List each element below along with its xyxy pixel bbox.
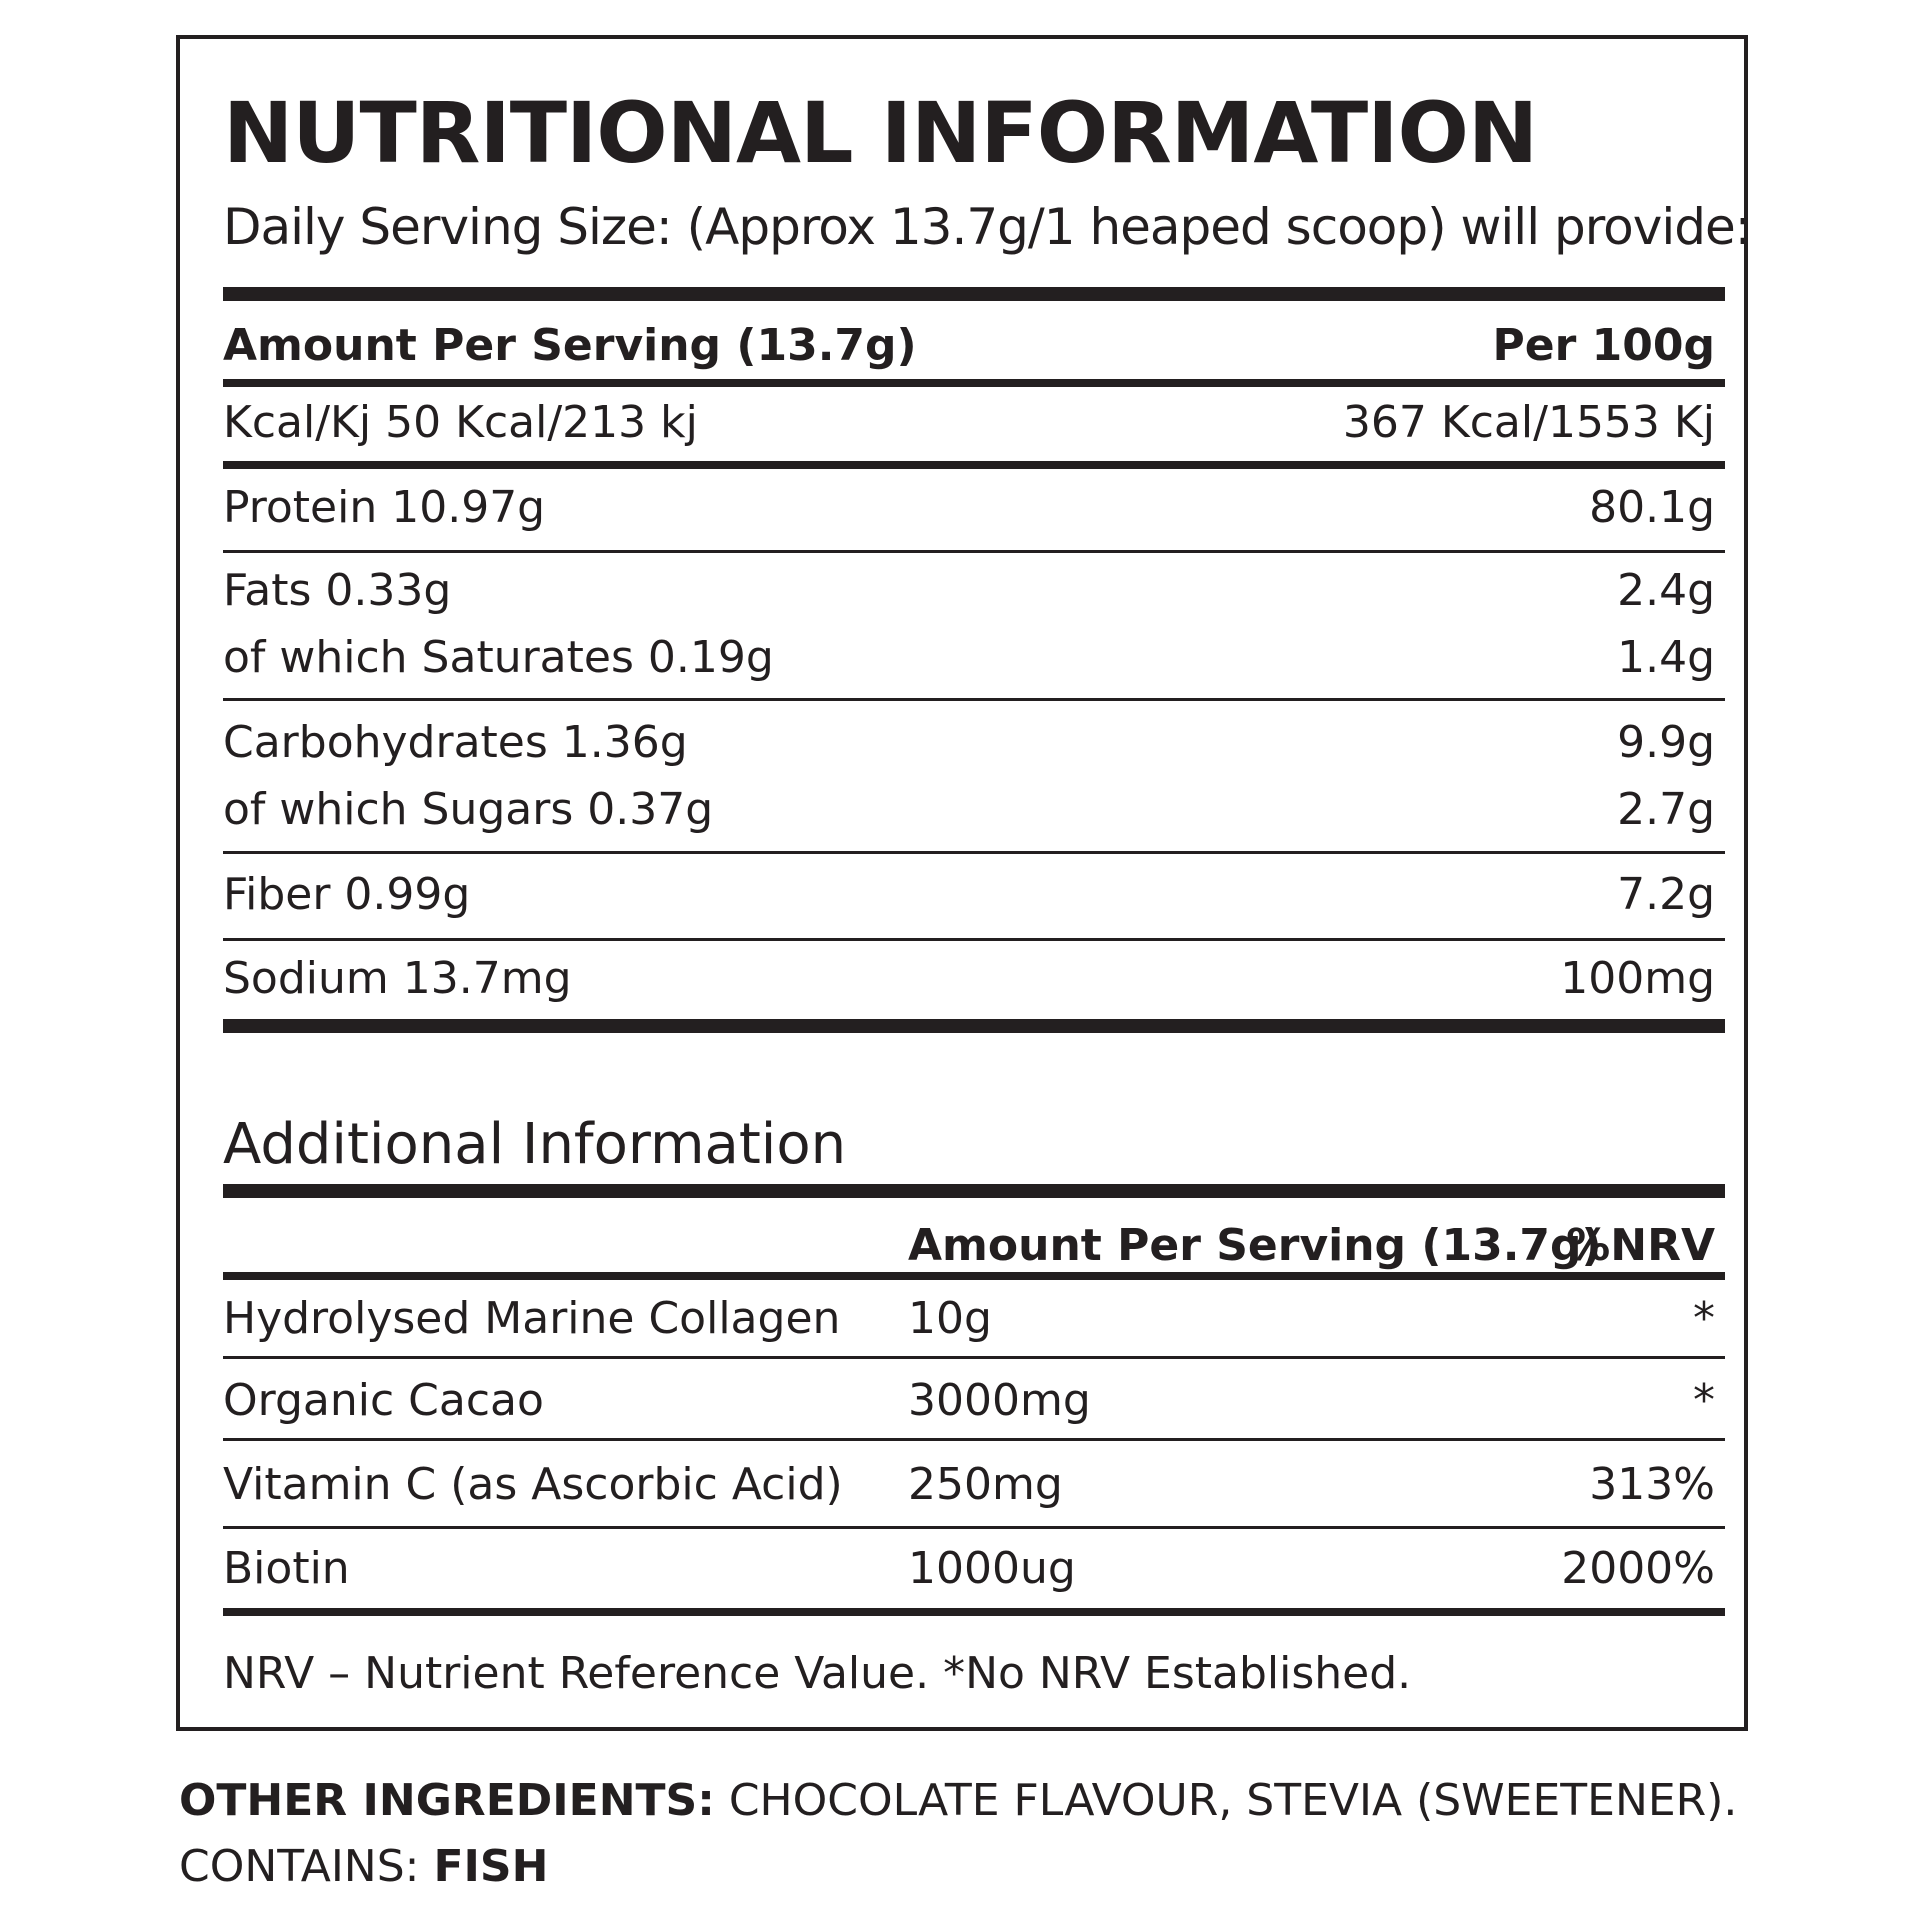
ingredient-name: Organic Cacao — [223, 1375, 544, 1426]
energy-per-100g: 367 Kcal/1553 Kj — [1342, 397, 1715, 448]
header-per-serving: Amount Per Serving (13.7g) — [223, 320, 917, 371]
ingredient-nrv: 313% — [1589, 1459, 1715, 1510]
nutrient-per-100g: 80.1g — [1589, 482, 1715, 533]
nutrient-label: Protein 10.97g — [223, 482, 546, 533]
ingredient-name: Hydrolysed Marine Collagen — [223, 1293, 841, 1344]
divider — [223, 851, 1725, 854]
nutrient-label: Carbohydrates 1.36g — [223, 717, 688, 768]
nutrient-per-100g: 2.7g — [1617, 784, 1715, 835]
nutrient-per-100g: 9.9g — [1617, 717, 1715, 768]
contains-label: CONTAINS: — [179, 1841, 434, 1892]
divider — [223, 379, 1725, 387]
header-nrv: %NRV — [1566, 1220, 1715, 1271]
divider — [223, 287, 1725, 301]
ingredient-name: Biotin — [223, 1543, 350, 1594]
ingredient-amount: 250mg — [908, 1459, 1063, 1510]
additional-info-title: Additional Information — [223, 1112, 847, 1177]
nutrient-label: Fats 0.33g — [223, 565, 452, 616]
nutrient-per-100g: 1.4g — [1617, 632, 1715, 683]
nrv-footnote: NRV – Nutrient Reference Value. *No NRV Established. — [223, 1648, 1412, 1699]
ingredients-statement — [179, 1768, 1737, 1900]
divider — [223, 1438, 1725, 1441]
ingredient-amount: 3000mg — [908, 1375, 1091, 1426]
contains-value: FISH — [433, 1841, 549, 1892]
ingredient-name: Vitamin C (as Ascorbic Acid) — [223, 1459, 843, 1510]
header-per-serving: Amount Per Serving (13.7g) — [908, 1220, 1602, 1271]
nutrient-per-100g: 100mg — [1560, 953, 1715, 1004]
ingredient-nrv: * — [1693, 1293, 1715, 1344]
label-title: NUTRITIONAL INFORMATION — [223, 84, 1538, 182]
ingredient-nrv: 2000% — [1561, 1543, 1715, 1594]
nutrient-label: Sodium 13.7mg — [223, 953, 572, 1004]
contains-line — [179, 1834, 1737, 1900]
nutrient-per-100g: 2.4g — [1617, 565, 1715, 616]
other-ingredients-label: OTHER INGREDIENTS: — [179, 1775, 715, 1826]
nutrient-label: of which Sugars 0.37g — [223, 784, 714, 835]
divider — [223, 1184, 1725, 1198]
divider — [223, 698, 1725, 701]
nutrient-label: of which Saturates 0.19g — [223, 632, 774, 683]
serving-size-text: Daily Serving Size: (Approx 13.7g/1 heaped scoop) will provide: — [223, 198, 1751, 256]
divider — [223, 1608, 1725, 1616]
ingredient-nrv: * — [1693, 1375, 1715, 1426]
ingredient-amount: 10g — [908, 1293, 992, 1344]
divider — [223, 938, 1725, 941]
divider — [223, 550, 1725, 553]
divider — [223, 1272, 1725, 1280]
divider — [223, 1019, 1725, 1033]
ingredient-amount: 1000ug — [908, 1543, 1076, 1594]
nutrient-per-100g: 7.2g — [1617, 869, 1715, 920]
energy-label: Kcal/Kj 50 Kcal/213 kj — [223, 397, 698, 448]
nutrient-label: Fiber 0.99g — [223, 869, 471, 920]
divider — [223, 1356, 1725, 1359]
divider — [223, 461, 1725, 469]
other-ingredients-value: CHOCOLATE FLAVOUR, STEVIA (SWEETENER). — [714, 1775, 1738, 1826]
divider — [223, 1526, 1725, 1529]
header-per-100g: Per 100g — [1492, 320, 1715, 371]
nutrition-panel — [176, 35, 1751, 1731]
other-ingredients-line — [179, 1768, 1737, 1834]
